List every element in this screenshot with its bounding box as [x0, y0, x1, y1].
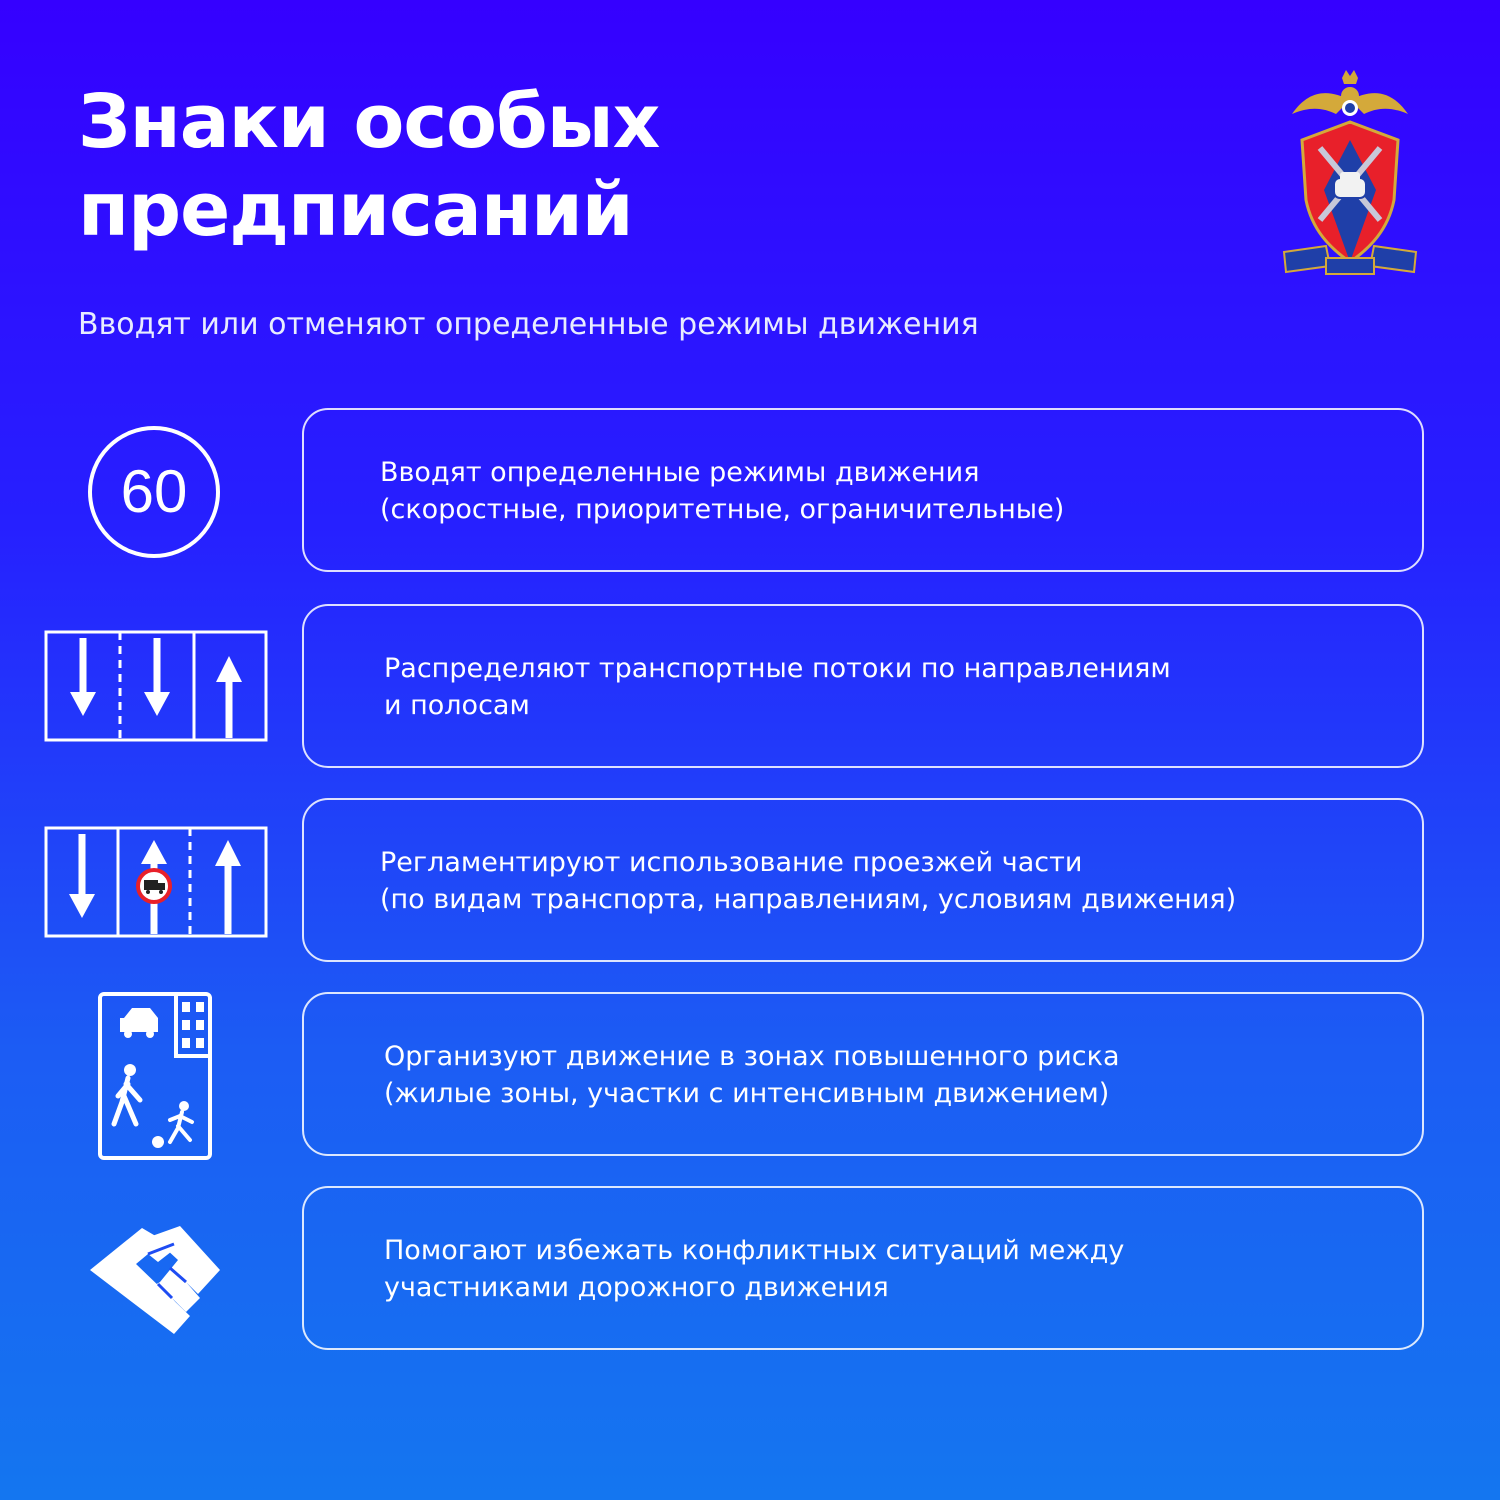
card-text-line-1: Распределяют транспортные потоки по направлениям — [384, 653, 1171, 684]
list-item — [0, 604, 1500, 772]
page-subtitle: Вводят или отменяют определенные режимы движения — [78, 307, 979, 342]
card-text-line-1: Организуют движение в зонах повышенного риска — [384, 1041, 1120, 1072]
card-text-line-2: (по видам транспорта, направлениям, условиям движения) — [380, 884, 1237, 915]
lane-usage-restriction-icon — [40, 798, 272, 966]
card-text-line-2: участниками дорожного движения — [384, 1272, 889, 1303]
list-item — [0, 798, 1500, 966]
page-title-line-2: предписаний — [78, 167, 633, 253]
page-title — [78, 78, 659, 254]
card-text — [380, 454, 1362, 528]
card-text-line-2: (скоростные, приоритетные, ограничительные) — [380, 494, 1065, 525]
speed-limit-60-icon — [40, 408, 272, 576]
page-title-line-1: Знаки особых — [78, 79, 660, 165]
info-card — [302, 992, 1424, 1156]
card-text-line-1: Регламентируют использование проезжей части — [380, 847, 1083, 878]
card-text-line-2: (жилые зоны, участки с интенсивным движением) — [384, 1078, 1110, 1109]
police-emblem-icon — [1280, 70, 1420, 275]
card-text-line-2: и полосам — [384, 690, 530, 721]
card-text — [380, 844, 1362, 918]
speed-limit-value: 60 — [120, 458, 188, 525]
info-card — [302, 798, 1424, 962]
info-card — [302, 408, 1424, 572]
list-item — [0, 992, 1500, 1160]
card-text — [384, 1232, 1362, 1306]
list-item — [0, 408, 1500, 576]
info-card — [302, 1186, 1424, 1350]
info-card — [302, 604, 1424, 768]
lane-directions-icon — [40, 604, 272, 772]
card-text — [384, 1038, 1362, 1112]
card-text — [384, 650, 1362, 724]
card-text-line-1: Помогают избежать конфликтных ситуаций между — [384, 1235, 1125, 1266]
card-text-line-1: Вводят определенные режимы движения — [380, 457, 980, 488]
handshake-icon — [40, 1186, 272, 1354]
residential-zone-icon — [40, 992, 272, 1160]
list-item — [0, 1186, 1500, 1354]
